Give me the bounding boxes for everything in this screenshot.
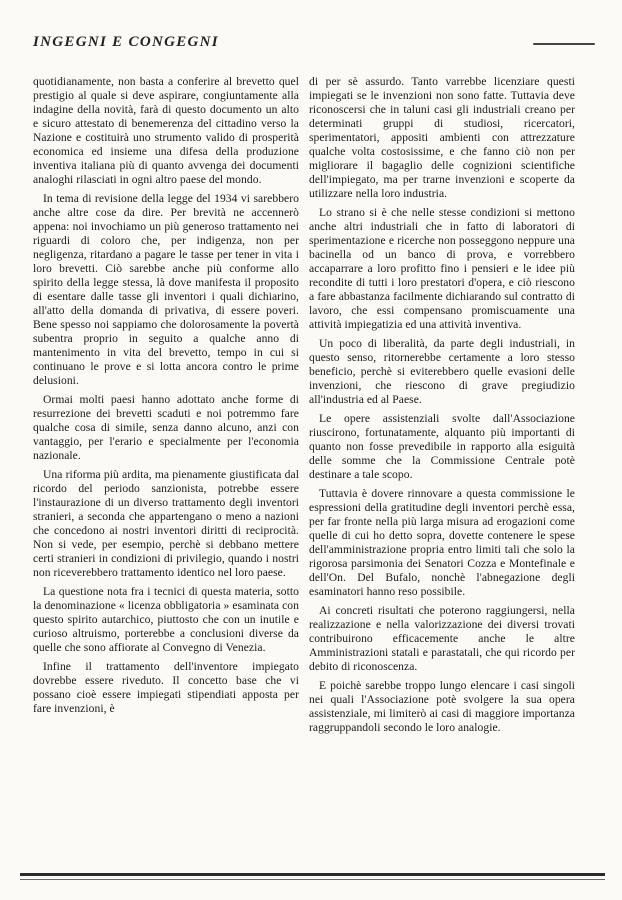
paragraph: Infine il trattamento dell'inventore impiegato dovrebbe essere riveduto. Il concetto base che vi possano cioè essere impiegati stipendiati apposta per fare invenzioni, è [33, 660, 299, 715]
paragraph: Ai concreti risultati che poterono raggiungersi, nella realizzazione e nella valorizzazione dei diversi trovati contribuirono efficacemente anche le altre Amministrazioni statali e parastatali, che qui ricordo per debito di riconoscenza. [309, 604, 575, 673]
running-title: INGEGNI E CONGEGNI [33, 34, 219, 50]
paragraph: La questione nota fra i tecnici di questa materia, sotto la denominazione « licenza obbligatoria » esaminata con questo spirito autarchico, piuttosto che con un inutile e curioso altruismo, porterebbe a conclusioni diverse da quelle che sono affiorate al Convegno di Venezia. [33, 585, 299, 654]
paragraph: Lo strano si è che nelle stesse condizioni si mettono anche altri industriali che in fatto di laboratori di sperimentazione e ricerche non posseggono neppure una bacinella od un banco di prova, e vorrebbero accaparrare a loro profitto fino i pensieri e le idee più recondite di tutti i loro prestatori d'opera, e ciò riescono a fare abbastanza facilmente dichiarando sul contratto di lavoro, che essi compensano promiscuamente una attività impiegatizia ed una attività inventiva. [309, 206, 575, 331]
page-header [33, 34, 593, 56]
paragraph: Le opere assistenziali svolte dall'Associazione riuscirono, fortunatamente, alquanto più importanti di quanto non fosse prevedibile in rapporto alla esiguità delle somme che la Commissione Centrale potè destinare a tale scopo. [309, 412, 575, 481]
header-rule [533, 43, 595, 45]
footer-rule [20, 873, 605, 876]
paragraph: E poichè sarebbe troppo lungo elencare i casi singoli nei quali l'Associazione potè svolgere la sua opera assistenziale, mi limiterò ai casi di maggiore importanza raggruppandoli secondo le loro analogie. [309, 679, 575, 734]
right-column [309, 75, 575, 740]
paragraph: Una riforma più ardita, ma pienamente giustificata dal ricordo del periodo sanzionista, potrebbe essere l'instaurazione di un diverso trattamento degli inventori stranieri, a seconda che appartengano o meno a nazioni che concedono ai nostri inventori diritti di reciprocità. Non si vede, per esempio, perchè si debbano mettere certi stranieri in condizioni di privilegio, quando i nostri non riceverebbero trattamento identico nel loro paese. [33, 468, 299, 579]
paragraph: In tema di revisione della legge del 1934 vi sarebbero anche altre cose da dire. Per brevità ne accennerò appena: noi invochiamo un più generoso trattamento nei riguardi di coloro che, per indigenza, non per negligenza, ritardano a pagare le tasse per tener in vita i loro brevetti. Ciò sarebbe anche più conforme allo spirito della legge stessa, là dove manifesta il proposito di esentare dalle tasse gli inventori i quali dichiarino, all'atto della domanda di privativa, di essere poveri. Bene spesso noi sappiamo che dolorosamente la povertà subentra proprio in seguito a qualche anno di mantenimento in vita del brevetto, tempo in cui si continuano le prove e si lotta ancora contro le prime delusioni. [33, 192, 299, 387]
footer-rule-thin [20, 879, 605, 880]
paragraph: Tuttavia è dovere rinnovare a questa commissione le espressioni della gratitudine degli inventori perchè essa, per far fronte nella più larga misura ad erogazioni come quelle di cui ho detto sopra, dovette contenere le spese dell'amministrazione propria entro limiti tali che solo la rigorosa parsimonia dei Senatori Cozza e Montefinale e dell'On. Del Bufalo, nonchè l'abnegazione degli esaminatori hanno reso possibile. [309, 487, 575, 598]
paragraph: di per sè assurdo. Tanto varrebbe licenziare questi impiegati se le invenzioni non sono fatte. Tuttavia deve riconoscersi che in taluni casi gli industriali creano per determinati gruppi di studiosi, ricercatori, sperimentatori, appositi ambienti con attrezzature qualche volta costosissime, e che fanno ciò non per migliorare il bagaglio delle cognizioni scientifiche dell'impiegato, ma per trarne invenzioni e scoperte da utilizzare nella loro industria. [309, 75, 575, 200]
paragraph: Ormai molti paesi hanno adottato anche forme di resurrezione dei brevetti scaduti e noi potremmo fare qualche cosa di simile, senza danno alcuno, anzi con vantaggio, per l'erario e specialmente per l'economia nazionale. [33, 393, 299, 462]
paragraph: quotidianamente, non basta a conferire al brevetto quel prestigio al quale si deve aspirare, congiuntamente alla indagine della novità, farà di questo documento un alto e sicuro attestato di benemerenza del cittadino verso la Nazione e costituirà uno strumento valido di prosperità economica ed insieme una difesa della produzione inventiva italiana più di quanto avvenga dei documenti analoghi rilasciati in ogni altro paese del mondo. [33, 75, 299, 186]
left-column [33, 75, 299, 721]
paragraph: Un poco di liberalità, da parte degli industriali, in questo senso, ritornerebbe certamente a loro stesso beneficio, perchè si eviterebbero quelle evasioni delle invenzioni, che riescono di grave pregiudizio all'industria ed al Paese. [309, 337, 575, 406]
